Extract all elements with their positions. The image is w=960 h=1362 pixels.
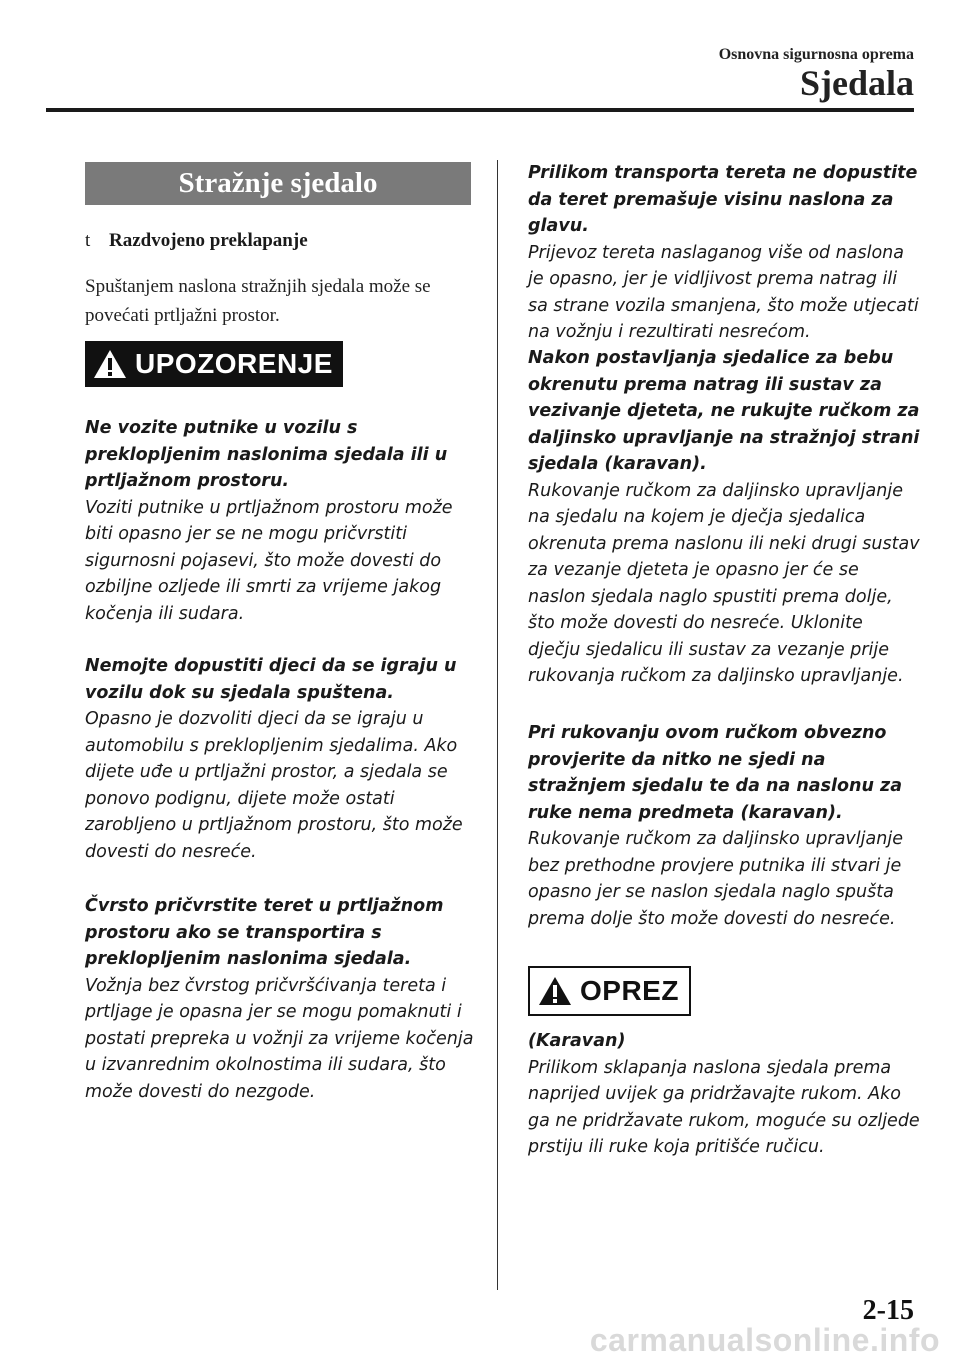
warning-title: Nakon postavljanja sjedalice za bebu okrenutu prema natrag ili sustav za vezivanje djeteta, ne rukujte ručkom za daljinsko upravljanje na stražnjoj strani sjedala (karavan). bbox=[528, 348, 920, 474]
caution-text: Prilikom sklapanja naslona sjedala prema naprijed uvijek ga pridržavajte rukom. Ako ga ne pridržavate rukom, moguće su ozljede prstiju ili ruke koja pritišće ručicu. bbox=[528, 1057, 920, 1157]
section-title: Osnovna sigurnosna oprema bbox=[718, 46, 914, 63]
warning-item bbox=[528, 160, 920, 346]
warning-label-text: UPOZORENJE bbox=[135, 348, 333, 379]
subsection-heading bbox=[85, 230, 308, 252]
warning-item bbox=[528, 720, 920, 932]
warning-title: Pri rukovanju ovom ručkom obvezno provjerite da nitko ne sjedi na stražnjem sjedalu te da na naslonu za ruke nema predmeta (karavan). bbox=[528, 723, 903, 823]
warning-label bbox=[85, 341, 343, 387]
caution-label-text: OPREZ bbox=[580, 975, 679, 1006]
subsection-marker: t bbox=[85, 230, 91, 251]
warning-title: Ne vozite putnike u vozilu s preklopljenim naslonima sjedala ili u prtljažnom prostoru. bbox=[85, 418, 448, 491]
warning-text: Prijevoz tereta naslaganog više od naslona je opasno, jer je vidljivost prema natrag ili sa strane vozila smanjena, što može utjecati na vožnju i rezultirati nesrećom. bbox=[528, 242, 919, 342]
chapter-title: Sjedala bbox=[799, 63, 914, 103]
watermark: carmanualsonline.info bbox=[589, 1322, 940, 1358]
warning-title: Čvrsto pričvrstite teret u prtljažnom prostoru ako se transportira s preklopljenim naslonima sjedala. bbox=[85, 896, 444, 969]
warning-text: Rukovanje ručkom za daljinsko upravljanje na sjedalu na kojem je dječja sjedalica okrenuta prema naslonu ili neki drugi sustav za vezanje djeteta je opasno jer će se naslon sjedala naglo spustiti prema dolje, što može dovesti do nesreće. Uklonite dječju sjedalicu ili sustav za vezanje prije rukovanja ručkom za daljinsko upravljanje. bbox=[528, 480, 920, 686]
page-number: 2-15 bbox=[862, 1295, 914, 1326]
warning-item bbox=[85, 415, 477, 627]
warning-item bbox=[528, 345, 920, 690]
warning-item bbox=[85, 653, 477, 865]
warning-triangle-icon bbox=[538, 976, 572, 1006]
warning-text: Opasno je dozvoliti djeci da se igraju u automobilu s preklopljenim sjedalima. Ako dijete uđe u prtljažni prostor, a sjedala se ponovo podignu, dijete može ostati zarobljeno u prtljažnom prostoru, što može dovesti do nesreće. bbox=[85, 709, 463, 862]
warning-text: Rukovanje ručkom za daljinsko upravljanje bez prethodne provjere putnika ili stvari je opasno jer se naslon sjedala naglo spušta prema dolje što može dovesti do nesreće. bbox=[528, 829, 903, 929]
caution-title: (Karavan) bbox=[528, 1031, 626, 1051]
column-divider bbox=[497, 160, 498, 1290]
header-rule bbox=[46, 108, 914, 112]
caution-label bbox=[528, 966, 691, 1016]
warning-title: Nemojte dopustiti djeci da se igraju u vozilu dok su sjedala spuštena. bbox=[85, 656, 457, 703]
caution-item bbox=[528, 1028, 920, 1161]
warning-item bbox=[85, 893, 477, 1105]
intro-paragraph: Spuštanjem naslona stražnjih sjedala može se povećati prtljažni prostor. bbox=[85, 276, 431, 326]
section-banner: Stražnje sjedalo bbox=[85, 162, 471, 205]
warning-text: Vožnja bez čvrstog pričvršćivanja tereta i prtljage je opasna jer se mogu pomaknuti i postati prepreka u vožnji za vrijeme kočenja u izvanrednim okolnostima ili sudara, što može dovesti do nezgode. bbox=[85, 975, 474, 1102]
warning-triangle-icon bbox=[93, 349, 127, 379]
subsection-title: Razdvojeno preklapanje bbox=[109, 230, 308, 251]
warning-text: Voziti putnike u prtljažnom prostoru može biti opasno jer se ne mogu pričvrstiti sigurnosni pojasevi, što može dovesti do ozbiljne ozljede ili smrti za vrijeme jakog kočenja ili sudara. bbox=[85, 497, 453, 624]
warning-title: Prilikom transporta tereta ne dopustite da teret premašuje visinu naslona za glavu. bbox=[528, 163, 918, 236]
